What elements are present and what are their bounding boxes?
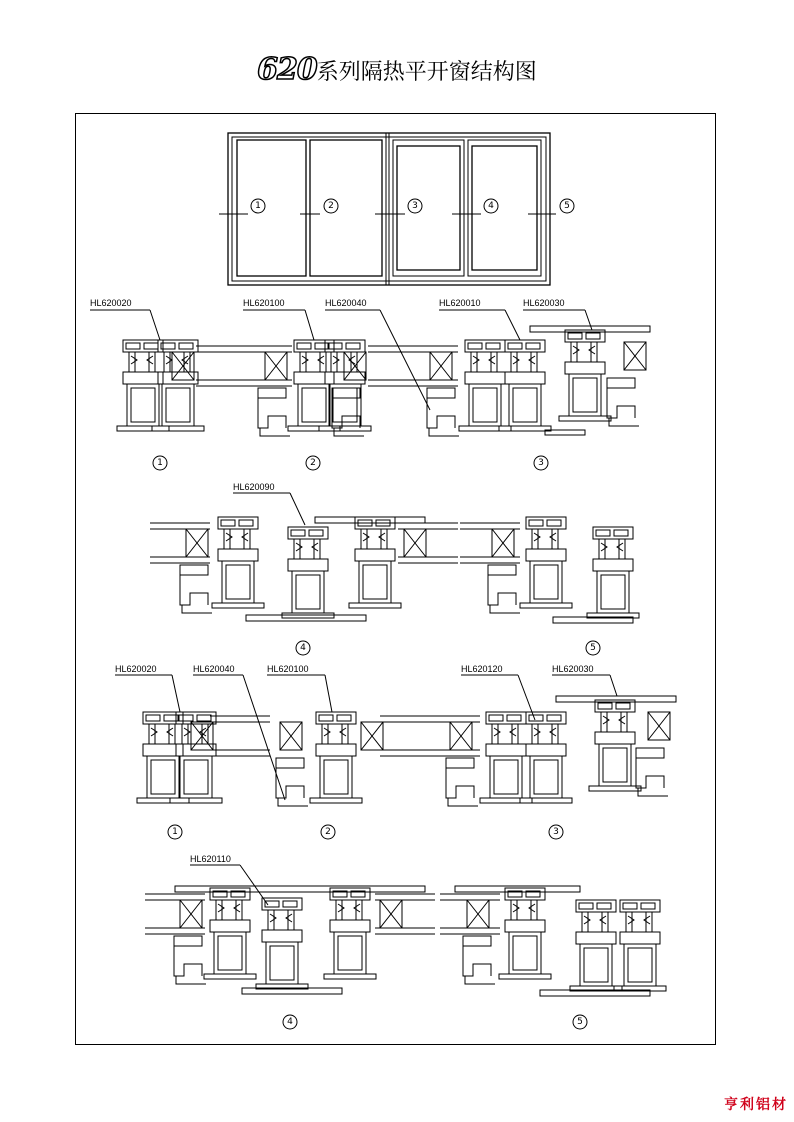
section-a-number-2: 2 (310, 458, 316, 468)
title-text: 系列隔热平开窗结构图 (316, 60, 537, 85)
elevation-marker-5: 5 (564, 201, 570, 211)
section-d-number-4: 4 (287, 1017, 293, 1027)
section-c-number-2: 2 (325, 827, 331, 837)
elevation-marker-4: 4 (488, 201, 494, 211)
part-label: HL620030 (523, 298, 565, 308)
title-series-number: 620 (257, 52, 317, 87)
part-label: HL620010 (439, 298, 481, 308)
section-a-number-1: 1 (157, 458, 163, 468)
section-d-number-5: 5 (577, 1017, 583, 1027)
part-label: HL620100 (267, 664, 309, 674)
elevation-marker-2: 2 (328, 201, 334, 211)
elevation-marker-3: 3 (412, 201, 418, 211)
part-label: HL620020 (90, 298, 132, 308)
section-c-number-1: 1 (172, 827, 178, 837)
part-label: HL620090 (233, 482, 275, 492)
part-label: HL620100 (243, 298, 285, 308)
part-label: HL620030 (552, 664, 594, 674)
section-b-number-4: 4 (300, 643, 306, 653)
part-label: HL620020 (115, 664, 157, 674)
brand-watermark: 亨利铝材 (724, 1097, 788, 1113)
part-label: HL620110 (190, 854, 231, 864)
part-label: HL620120 (461, 664, 503, 674)
section-a-number-3: 3 (538, 458, 544, 468)
section-c-number-3: 3 (553, 827, 559, 837)
elevation-marker-1: 1 (255, 201, 261, 211)
section-b-number-5: 5 (590, 643, 596, 653)
part-label: HL620040 (193, 664, 235, 674)
part-label: HL620040 (325, 298, 367, 308)
